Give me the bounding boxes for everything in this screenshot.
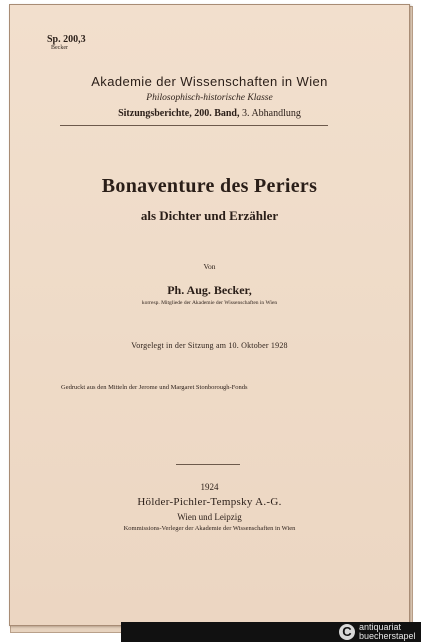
header-rule	[60, 125, 328, 126]
printed-note: Gedruckt aus den Mitteln der Jerome und Margaret Stonborough-Fonds	[61, 384, 248, 391]
book-title: Bonaventure des Periers	[101, 175, 318, 197]
shelf-mark	[47, 34, 86, 52]
watermark-line-1: antiquariat	[359, 622, 402, 632]
by-label: Von	[203, 262, 216, 271]
watermark-logo-icon: C	[339, 624, 355, 640]
academy-name: Akademie der Wissenschaften in Wien	[91, 74, 328, 89]
publisher-name: Hölder-Pichler-Tempsky A.-G.	[137, 496, 282, 508]
imprint-rule	[176, 464, 240, 465]
author-affiliation: korresp. Mitgliede der Akademie der Wissenschaften in Wien	[141, 300, 278, 306]
commission-note: Kommissions-Verleger der Akademie der Wissenschaften in Wien	[123, 525, 296, 532]
shelf-mark-number: Sp. 200,3	[47, 34, 86, 45]
shelf-mark-author: Becker	[51, 45, 68, 51]
author-name: Ph. Aug. Becker,	[167, 283, 252, 297]
watermark-banner	[121, 622, 421, 642]
publication-place: Wien und Leipzig	[177, 512, 242, 522]
publication-year: 1924	[200, 482, 219, 492]
presented-note: Vorgelegt in der Sitzung am 10. Oktober 1928	[131, 341, 288, 350]
series-bold: Sitzungsberichte, 200. Band,	[118, 108, 240, 119]
watermark-line-2: buecherstapel	[359, 631, 416, 641]
class-name: Philosophisch-historische Klasse	[146, 93, 273, 103]
series-rest: 3. Abhandlung	[239, 108, 301, 119]
book-subtitle: als Dichter und Erzähler	[140, 208, 279, 223]
series-info	[10, 108, 409, 119]
title-page	[9, 4, 410, 626]
